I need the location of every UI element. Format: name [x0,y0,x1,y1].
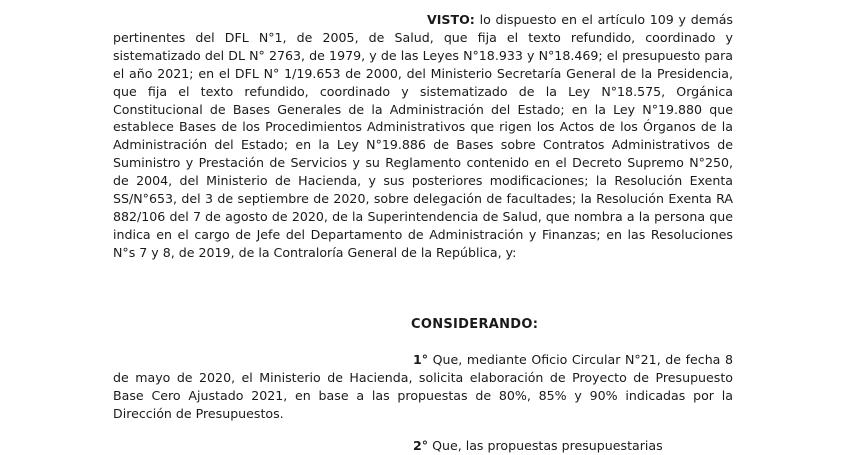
considerando-item-number: 1° [413,352,429,367]
visto-text: lo dispuesto en el artículo 109 y demás pertinentes del DFL N°1, de 2005, de Salud, que fija el texto refundido, coordinado y sistematizado del DL N° 2763, de 1979, y de las Leyes N°18.933 y N°18.469; el presupuesto para el año 2021; en el DFL N° 1/19.653 de 2000, del Ministerio Secretaría General de la Presidencia, que fija el texto refundido, coordinado y sistematizado de la Ley N°18.575, Orgánica Constitucional de Bases Generales de la Administración del Estado; en la Ley N°19.880 que establece Bases de los Procedimientos Administrativos que rigen los Actos de los Órganos de la Administración del Estado; en la Ley N°19.886 de Bases sobre Contratos Administrativos de Suministro y Prestación de Servicios y su Reglamento contenido en el Decreto Supremo N°250, de 2004, del Ministerio de Hacienda, y sus posteriores modificaciones; la Resolución Exenta SS/N°653, del 3 de septiembre de 2020, sobre delegación de facultades; la Resolución Exenta RA 882/106 del 7 de agosto de 2020, de la Superintendencia de Salud, que nombra a la persona que indica en el cargo de Jefe del Departamento de Administración y Finanzas; en las Resoluciones N°s 7 y 8, de 2019, de la Contraloría General de la República, y: [113,12,733,260]
considerando-item-1 [113,351,733,423]
visto-paragraph [113,11,733,262]
considerando-heading: CONSIDERANDO: [411,317,539,332]
considerando-item-2 [113,437,733,455]
considerando-item-number: 2° [413,438,429,453]
visto-label: VISTO: [427,12,475,27]
considerando-item-text: Que, mediante Oficio Circular N°21, de fecha 8 de mayo de 2020, el Ministerio de Hacienda, solicita elaboración de Proyecto de Presupuesto Base Cero Ajustado 2021, en base a las propuestas de 80%, 85% y 90% indicadas por la Dirección de Presupuestos. [113,352,733,421]
considerando-item-text: Que, las propuestas presupuestarias [428,438,663,453]
